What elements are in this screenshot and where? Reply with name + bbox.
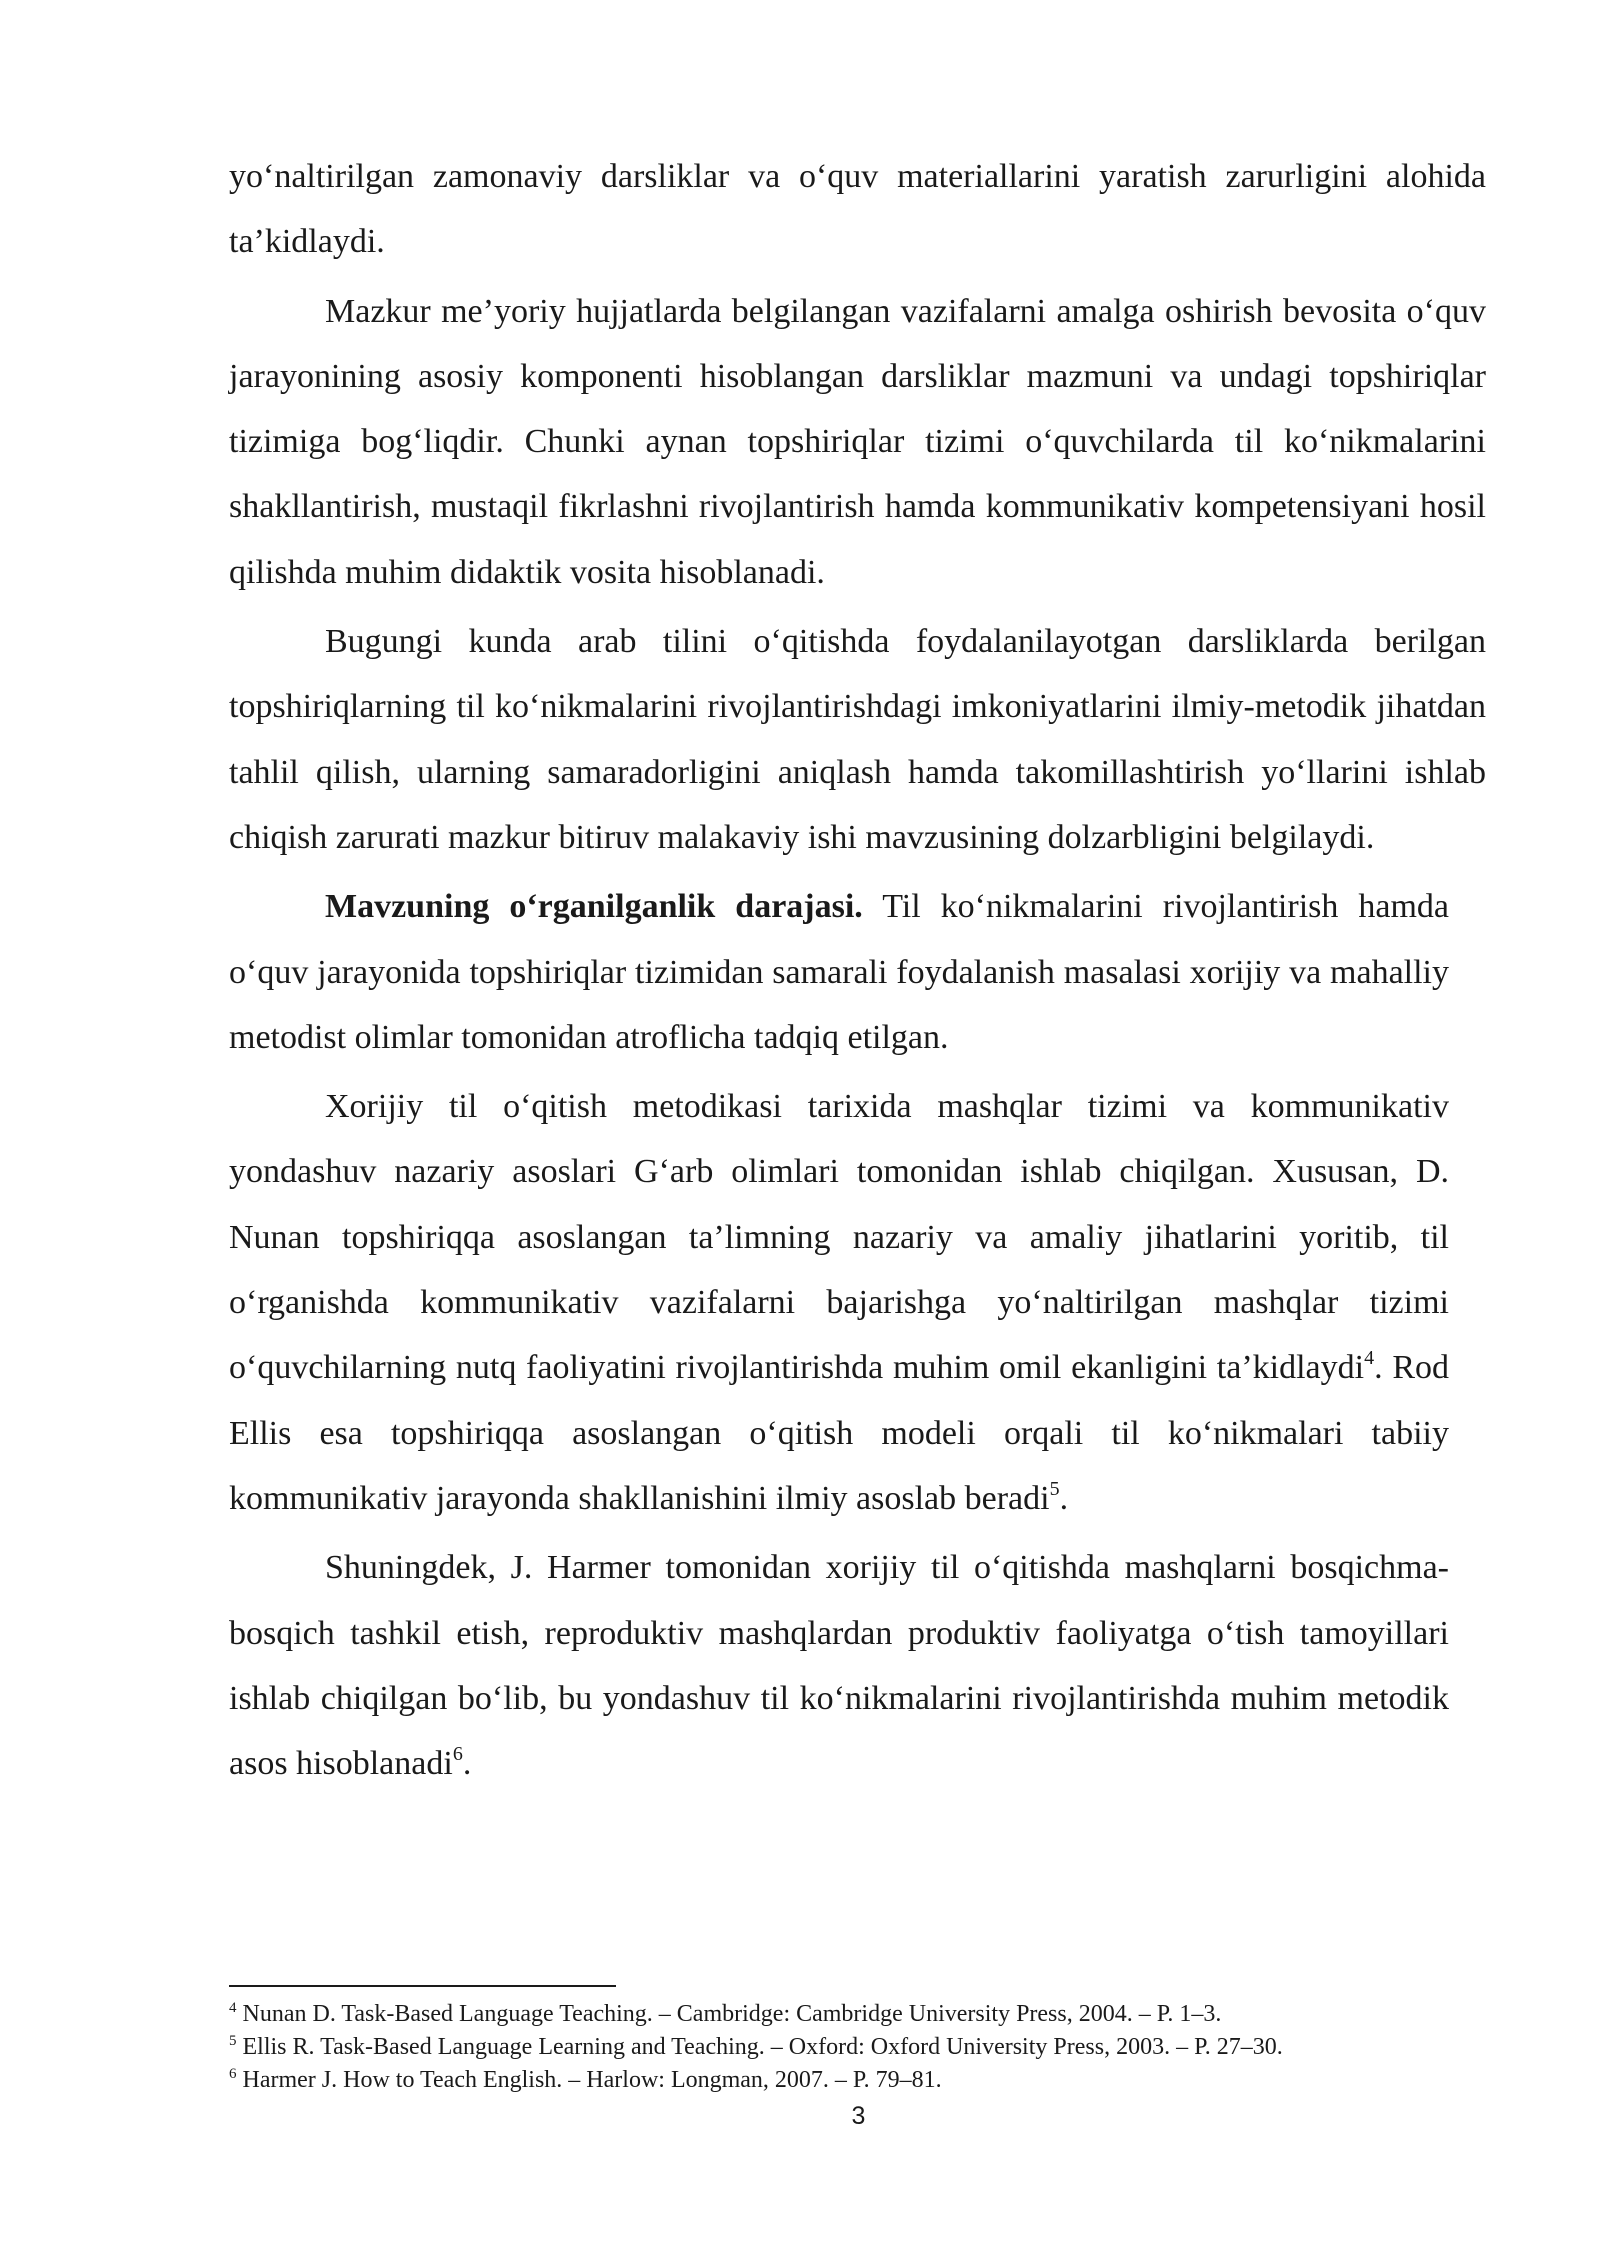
paragraph-text: Xorijiy til o‘qitish metodikasi tarixida mashqlar tizimi va kommunikativ yondashuv nazariy asoslari G‘arb olimlari tomonidan ishlab chiqilgan. Xususan, D. Nunan topshiriqqa asoslangan ta’limning nazariy va amaliy jihatlarini yoritib, til o‘rganishda kommunikativ vazifalarni bajarishga yo‘naltirilgan mashqlar tizimi o‘quvchilarning nutq faoliyatini rivojlantirishda muhim omil ekanligini ta’kidlaydi bbox=[229, 1088, 1449, 1387]
footnote-text: Ellis R. Task-Based Language Learning and Teaching. – Oxford: Oxford University Press, 2003. – P. 27–30. bbox=[236, 2034, 1283, 2060]
footnote-item bbox=[229, 2064, 1486, 2097]
footnote-item bbox=[229, 1998, 1486, 2031]
page-number: 3 bbox=[851, 2102, 866, 2130]
footnote-item bbox=[229, 2031, 1486, 2064]
footnote-reference[interactable]: 6 bbox=[452, 1743, 463, 1766]
section-heading-inline: Mavzuning o‘rganilganlik darajasi. bbox=[325, 888, 863, 926]
paragraph-continuation: yo‘naltirilgan zamonaviy darsliklar va o‘quv materiallarini yaratish zarurligini alohida ta’kidlaydi. bbox=[229, 158, 1486, 261]
footnote-number: 5 bbox=[229, 2033, 237, 2049]
footnote-text: Nunan D. Task-Based Language Teaching. – Cambridge: Cambridge University Press, 2004. – P. 1–3. bbox=[236, 2001, 1222, 2027]
footnote-reference[interactable]: 5 bbox=[1049, 1477, 1060, 1500]
footnote-number: 6 bbox=[229, 2066, 237, 2082]
paragraph-text: . bbox=[462, 1745, 472, 1783]
paragraph-harmer bbox=[229, 1535, 1449, 1796]
paragraph-text: . Rod Ellis esa topshiriqqa asoslangan o‘qitish modeli orqali til ko‘nikmalari tabiiy kommunikativ jarayonda shakllanishini ilmiy asoslab beradi bbox=[229, 1349, 1449, 1517]
footnote-reference[interactable]: 4 bbox=[1364, 1347, 1375, 1370]
footnote-number: 4 bbox=[229, 2000, 237, 2016]
paragraph-text: Til ko‘nikmalarini rivojlantirish hamda o‘quv jarayonida topshiriqlar tizimidan samarali foydalanish masalasi xorijiy va mahalliy metodist olimlar tomonidan atroflicha tadqiq etilgan. bbox=[229, 888, 1449, 1056]
footnote-separator bbox=[229, 1985, 616, 1987]
paragraph-text: Shuningdek, J. Harmer tomonidan xorijiy til o‘qitishda mashqlarni bosqichma-bosqich tashkil etish, reproduktiv mashqlardan produktiv faoliyatga o‘tish tamoyillari ishlab chiqilgan bo‘lib, bu yondashuv til ko‘nikmalarini rivojlantirishda muhim metodik asos hisoblanadi bbox=[229, 1549, 1449, 1783]
paragraph-relevance: Bugungi kunda arab tilini o‘qitishda foydalanilayotgan darsliklarda berilgan topshiriqlarning til ko‘nikmalarini rivojlantirishdagi imkoniyatlarini ilmiy-metodik jihatdan tahlil qilish, ularning samaradorligini aniqlash hamda takomillashtirish yo‘llarini ishlab chiqish zarurati mazkur bitiruv malakaviy ishi mavzusining dolzarbligini belgilaydi. bbox=[229, 623, 1486, 856]
body-text bbox=[229, 144, 1486, 1796]
paragraph-text: . bbox=[1059, 1479, 1069, 1517]
footnotes bbox=[229, 1998, 1486, 2097]
footnote-text: Harmer J. How to Teach English. – Harlow: Longman, 2007. – P. 79–81. bbox=[236, 2067, 942, 2093]
paragraph-foreign-scholars bbox=[229, 1074, 1449, 1531]
paragraph-research-degree bbox=[229, 874, 1449, 1070]
paragraph-normative-documents: Mazkur me’yoriy hujjatlarda belgilangan vazifalarni amalga oshirish bevosita o‘quv jarayonining asosiy komponenti hisoblangan darsliklar mazmuni va undagi topshiriqlar tizimiga bog‘liqdir. Chunki aynan topshiriqlar tizimi o‘quvchilarda til ko‘nikmalarini shakllantirish, mustaqil fikrlashni rivojlantirish hamda kommunikativ kompetensiyani hosil qilishda muhim didaktik vosita hisoblanadi. bbox=[229, 292, 1486, 591]
